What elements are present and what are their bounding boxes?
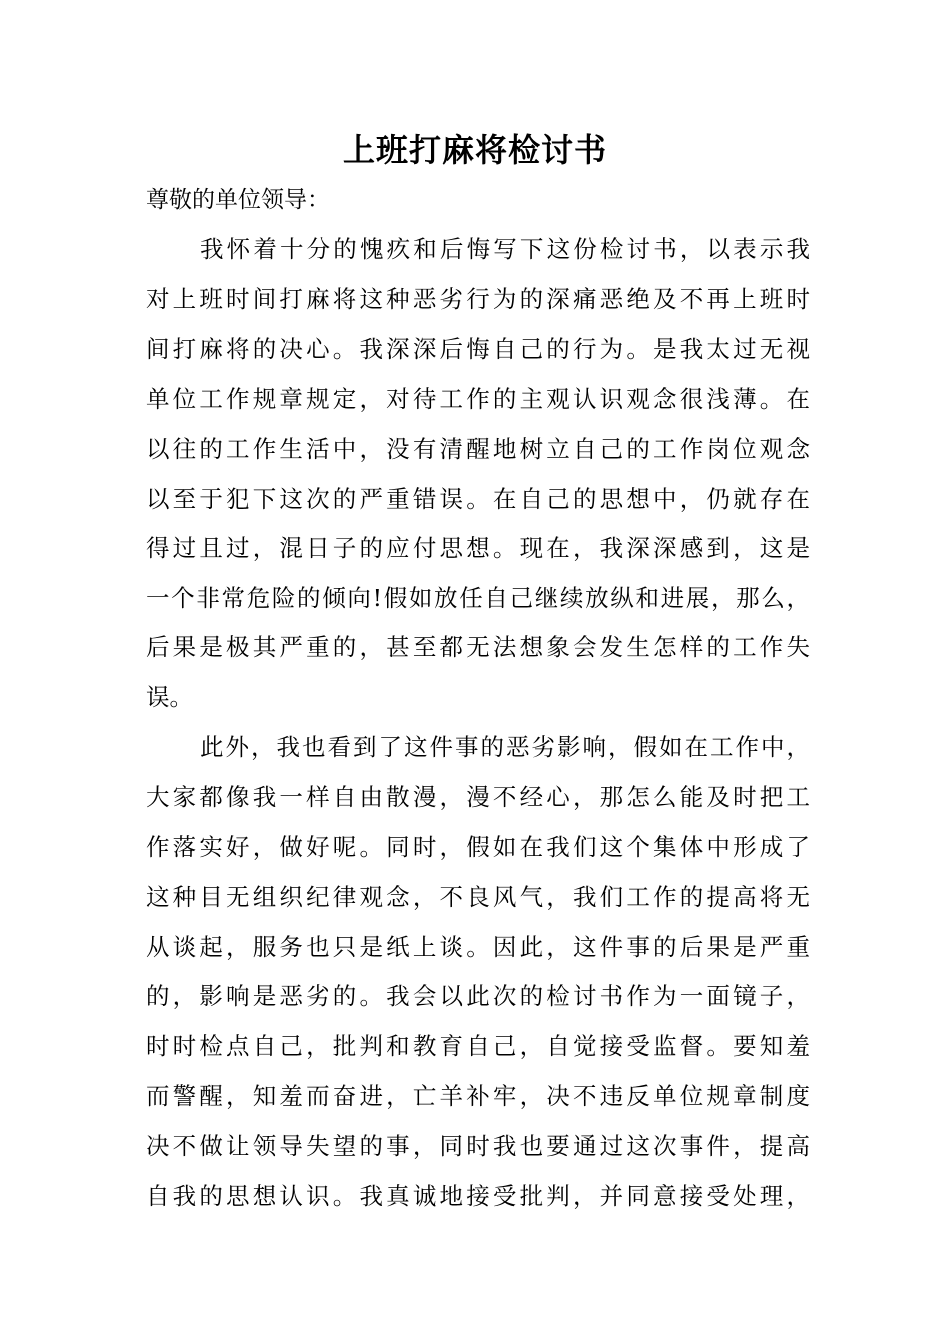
paragraph-line: 我怀着十分的愧疚和后悔写下这份检讨书，以表示我 bbox=[200, 235, 810, 263]
paragraph-line: 以至于犯下这次的严重错误。在自己的思想中，仍就存在 bbox=[146, 485, 810, 513]
paragraph-line: 间打麻将的决心。我深深后悔自己的行为。是我太过无视 bbox=[146, 335, 810, 363]
paragraph-line: 单位工作规章规定，对待工作的主观认识观念很浅薄。在 bbox=[146, 385, 810, 413]
paragraph-line: 此外，我也看到了这件事的恶劣影响，假如在工作中， bbox=[200, 733, 810, 761]
paragraph-line: 的，影响是恶劣的。我会以此次的检讨书作为一面镜子， bbox=[146, 982, 810, 1010]
salutation: 尊敬的单位领导： bbox=[146, 187, 330, 213]
paragraph-line: 决不做让领导失望的事，同时我也要通过这次事件，提高 bbox=[146, 1132, 810, 1160]
paragraph-line: 时时检点自己，批判和教育自己，自觉接受监督。要知羞 bbox=[146, 1032, 810, 1060]
paragraph-line: 对上班时间打麻将这种恶劣行为的深痛恶绝及不再上班时 bbox=[146, 285, 810, 313]
paragraph-line: 一个非常危险的倾向!假如放任自己继续放纵和进展，那么， bbox=[146, 584, 810, 612]
document-title: 上班打麻将检讨书 bbox=[342, 131, 607, 169]
paragraph-line: 而警醒，知羞而奋进，亡羊补牢，决不违反单位规章制度 bbox=[146, 1082, 810, 1110]
paragraph-line: 这种目无组织纪律观念，不良风气，我们工作的提高将无 bbox=[146, 883, 810, 911]
paragraph-line: 得过且过，混日子的应付思想。现在，我深深感到，这是 bbox=[146, 534, 810, 562]
paragraph-line: 误。 bbox=[146, 683, 193, 711]
paragraph-line: 以往的工作生活中，没有清醒地树立自己的工作岗位观念 bbox=[146, 435, 810, 463]
paragraph-line: 大家都像我一样自由散漫，漫不经心，那怎么能及时把工 bbox=[146, 783, 810, 811]
paragraph-line: 自我的思想认识。我真诚地接受批判，并同意接受处理， bbox=[146, 1182, 810, 1210]
paragraph-line: 作落实好，做好呢。同时，假如在我们这个集体中形成了 bbox=[146, 833, 810, 861]
paragraph-line: 后果是极其严重的，甚至都无法想象会发生怎样的工作失 bbox=[146, 633, 810, 661]
paragraph-line: 从谈起，服务也只是纸上谈。因此，这件事的后果是严重 bbox=[146, 933, 810, 961]
